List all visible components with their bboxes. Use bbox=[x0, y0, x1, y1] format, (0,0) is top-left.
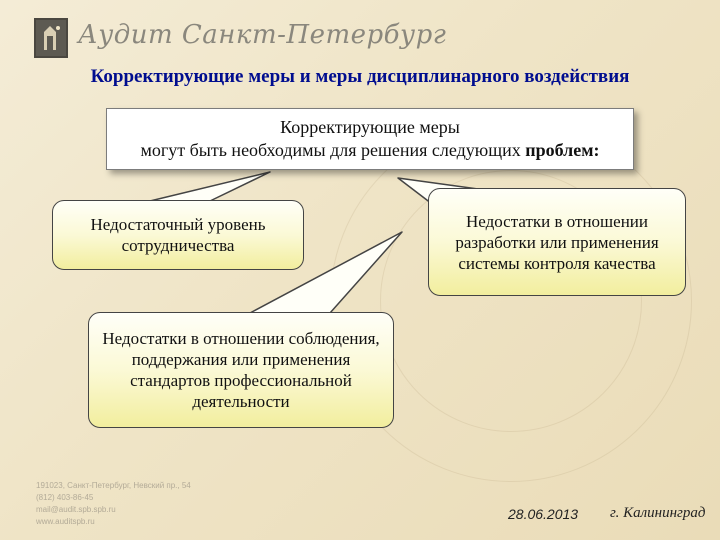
intro-line-2-bold: проблем: bbox=[525, 140, 600, 160]
address-line: www.auditspb.ru bbox=[36, 517, 95, 526]
footer-date: 28.06.2013 bbox=[508, 506, 579, 522]
footer-address bbox=[36, 480, 191, 528]
problem-text: Недостаточный уровень сотрудничества bbox=[90, 215, 266, 255]
intro-line-1: Корректирующие меры bbox=[280, 117, 460, 137]
problem-bubble-standards bbox=[88, 312, 394, 428]
page-title: Корректирующие меры и меры дисциплинарного воздействия bbox=[90, 66, 630, 87]
footer-city: г. Калининград bbox=[610, 505, 706, 521]
problem-text: Недостатки в отношении соблюдения, поддержания или применения стандартов профессиональной деятельности bbox=[102, 329, 380, 411]
problem-bubble-quality-control bbox=[428, 188, 686, 296]
brand-name: Аудит Санкт-Петербург bbox=[78, 20, 447, 50]
intro-line-2-text: могут быть необходимы для решения следующих bbox=[140, 140, 526, 160]
address-line: 191023, Санкт-Петербург, Невский пр., 54 bbox=[36, 481, 191, 490]
intro-line-2 bbox=[140, 139, 599, 162]
intro-box bbox=[106, 108, 634, 170]
problem-text: Недостатки в отношении разработки или применения системы контроля качества bbox=[455, 211, 659, 273]
problem-bubble-cooperation bbox=[52, 200, 304, 270]
address-line: (812) 403-86-45 bbox=[36, 493, 94, 502]
address-line: mail@audit.spb.spb.ru bbox=[36, 505, 116, 514]
